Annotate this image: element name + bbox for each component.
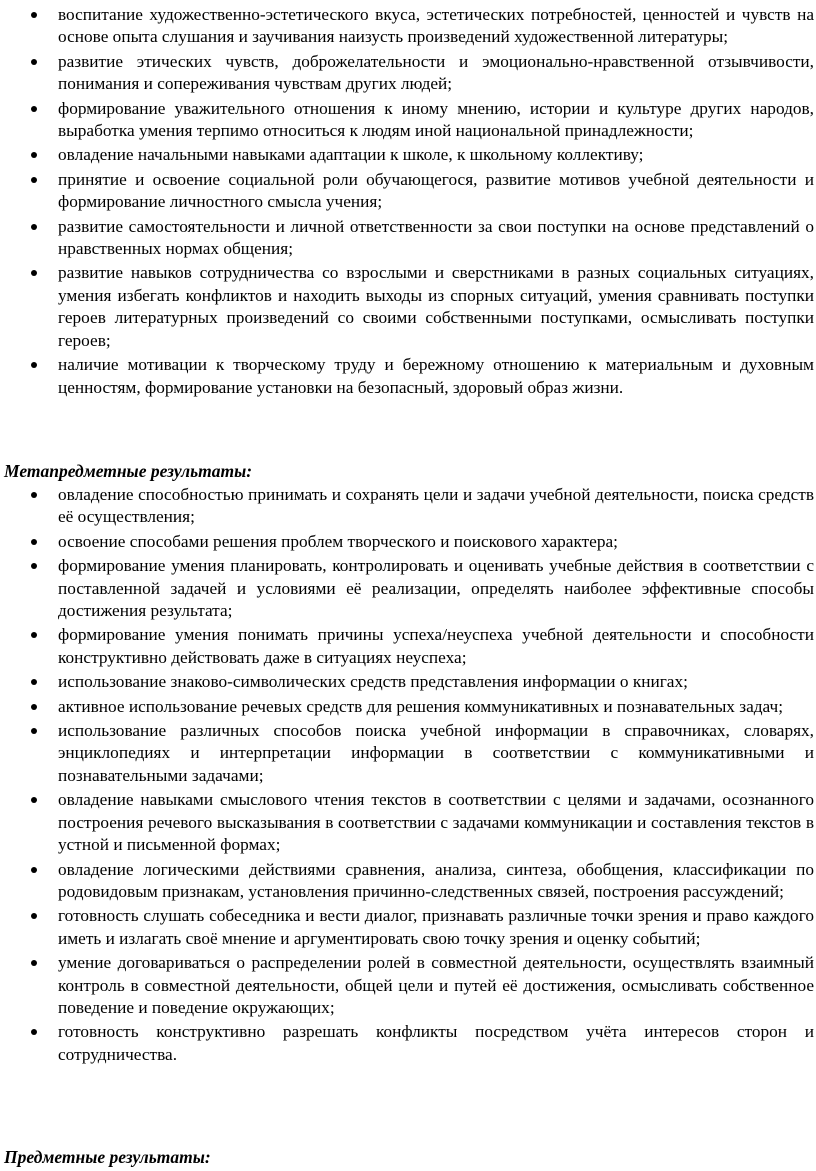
list-item <box>58 216 814 261</box>
list-item <box>58 354 814 399</box>
bullet-icon <box>31 106 37 112</box>
list-item <box>58 169 814 214</box>
list-item-text: овладение начальными навыками адаптации к школе, к школьному коллективу; <box>58 145 644 165</box>
list-item <box>58 696 814 718</box>
bullet-icon <box>31 1029 37 1035</box>
bullet-icon <box>31 960 37 966</box>
bullet-icon <box>31 362 37 368</box>
list-item <box>58 624 814 669</box>
list-item <box>58 531 814 553</box>
bullet-icon <box>31 867 37 873</box>
list-item-text: овладение способностью принимать и сохранять цели и задачи учебной деятельности, поиска средств её осуществления; <box>58 485 814 527</box>
bullet-icon <box>31 59 37 65</box>
bullet-icon <box>31 492 37 498</box>
list-item-text: формирование умения понимать причины успеха/неуспеха учебной деятельности и способности конструктивно действовать даже в ситуациях неуспеха; <box>58 625 814 667</box>
list-item-text: формирование уважительного отношения к иному мнению, истории и культуре других народов, выработка умения терпимо относиться к людям иной национальной принадлежности; <box>58 98 814 141</box>
bullet-icon <box>31 539 37 545</box>
personal-results-list <box>0 4 814 401</box>
bullet-icon <box>31 12 37 18</box>
list-item-text: развитие этических чувств, доброжелательности и эмоционально-нравственной отзывчивости, понимания и сопереживания чувствам других людей; <box>58 51 814 94</box>
list-item-text: готовность конструктивно разрешать конфликты посредством учёта интересов сторон и сотрудничества. <box>58 1022 814 1064</box>
list-item <box>58 98 814 143</box>
list-item <box>58 859 814 904</box>
list-item <box>58 4 814 49</box>
list-item-text: принятие и освоение социальной роли обучающегося, развитие мотивов учебной деятельности и формирование личностного смысла учения; <box>58 169 814 212</box>
list-item <box>58 484 814 529</box>
meta-results-list <box>0 484 814 1068</box>
list-item <box>58 720 814 787</box>
bullet-icon <box>31 224 37 230</box>
list-item-text: развитие самостоятельности и личной ответственности за свои поступки на основе представлений о нравственных нормах общения; <box>58 216 814 259</box>
section-heading-meta: Метапредметные результаты: <box>4 461 253 481</box>
list-item-text: умение договариваться о распределении ролей в совместной деятельности, осуществлять взаимный контроль в совместной деятельности, общей цели и путей её достижения, осмысливать собственное поведение и поведение окружающих; <box>58 953 814 1017</box>
list-item-text: овладение навыками смыслового чтения текстов в соответствии с целями и задачами, осознанного построения речевого высказывания в соответствии с задачами коммуникации и составления текстов в устной и письменной формах; <box>58 790 814 855</box>
list-item <box>58 51 814 96</box>
list-item <box>58 1021 814 1066</box>
list-item-text: активное использование речевых средств для решения коммуникативных и познавательных задач; <box>58 696 784 716</box>
bullet-icon <box>31 152 37 158</box>
bullet-icon <box>31 177 37 183</box>
bullet-icon <box>31 632 37 638</box>
list-item <box>58 789 814 856</box>
list-item-text: использование различных способов поиска учебной информации в справочниках, словарях, энциклопедиях и интерпретации информации в соответствии с коммуникативными и познавательными задачами; <box>58 721 814 785</box>
list-item-text: формирование умения планировать, контролировать и оценивать учебные действия в соответствии с поставленной задачей и условиями её реализации, определять наиболее эффективные способы достижения результата; <box>58 556 814 621</box>
bullet-icon <box>31 913 37 919</box>
bullet-icon <box>31 679 37 685</box>
list-item <box>58 262 814 352</box>
section-heading-subject: Предметные результаты: <box>4 1147 211 1167</box>
bullet-icon <box>31 704 37 710</box>
list-item <box>58 555 814 622</box>
list-item-text: овладение логическими действиями сравнения, анализа, синтеза, обобщения, классификации по родовидовым признакам, установления причинно-следственных связей, построения рассуждений; <box>58 859 814 901</box>
bullet-icon <box>31 270 37 276</box>
list-item-text: освоение способами решения проблем творческого и поискового характера; <box>58 531 618 551</box>
bullet-icon <box>31 728 37 734</box>
list-item <box>58 144 814 166</box>
bullet-icon <box>31 797 37 803</box>
bullet-icon <box>31 563 37 569</box>
list-item-text: использование знаково-символических средств представления информации о книгах; <box>58 672 688 692</box>
list-item <box>58 905 814 950</box>
list-item-text: готовность слушать собеседника и вести диалог, признавать различные точки зрения и право каждого иметь и излагать своё мнение и аргументировать свою точку зрения и оценку событий; <box>58 906 814 948</box>
list-item <box>58 671 814 693</box>
list-item-text: воспитание художественно-эстетического вкуса, эстетических потребностей, ценностей и чувств на основе опыта слушания и заучивания наизусть произведений художественной литературы; <box>58 5 814 47</box>
list-item-text: развитие навыков сотрудничества со взрослыми и сверстниками в разных социальных ситуациях, умения избегать конфликтов и находить выходы из спорных ситуаций, умения сравнивать поступки героев литературных произведений со своими собственными поступками, осмысливать поступки героев; <box>58 263 814 350</box>
list-item <box>58 952 814 1019</box>
list-item-text: наличие мотивации к творческому труду и бережному отношению к материальным и духовным ценностям, формирование установки на безопасный, здоровый образ жизни. <box>58 355 814 397</box>
